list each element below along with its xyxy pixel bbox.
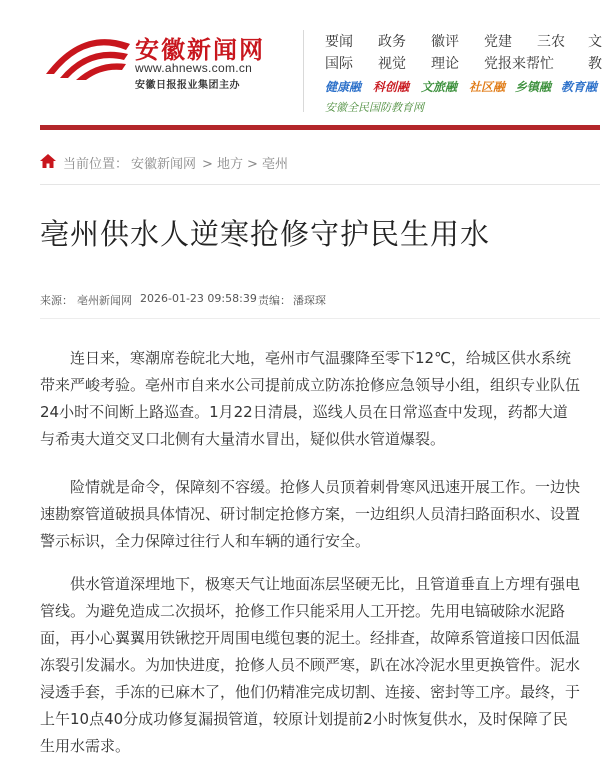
rong-education[interactable]: 教育融 (561, 80, 598, 94)
editor-value: 潘琛琛 (293, 294, 326, 307)
nav-item-guoji[interactable]: 国际 (325, 56, 353, 72)
paragraph-text: 供水管道深埋地下，极寒天气让地面冻层坚硬无比，且管道垂直上方埋有强电管线。为避免造成二次损坏，抢修工作只能采用人工开挖。先用电镐破除水泥路面，再小心翼翼用铁锹挖开周围电缆包裹的泥土。经排查，故障系管道接口因低温冻裂引发漏水。为加快进度，抢修人员不顾严寒，趴在冰冷泥水里更换管件。泥水浸透手套，手冻的已麻木了，他们仍精准完成切割、连接、密封等工序。最终，于上午10点40分成功修复漏损管道，较原计划提前2小时恢复供水，及时保障了民生用水需求。 (40, 575, 581, 755)
site-tagline: 安徽日报报业集团主办 (135, 80, 240, 91)
rong-culture[interactable]: 文旅融 (421, 80, 458, 94)
defense-edu-link[interactable]: 安徽全民国防教育网 (325, 101, 424, 114)
editor-label: 责编： (258, 294, 291, 307)
nav-item-dangbao[interactable]: 党报来帮忙 (484, 56, 554, 72)
site-url: www.ahnews.com.cn (135, 61, 253, 75)
rong-health[interactable]: 健康融 (325, 80, 362, 94)
nav-item-huiping[interactable]: 徽评 (431, 34, 459, 50)
rong-town[interactable]: 乡镇融 (515, 80, 552, 94)
source-label: 来源： (40, 294, 73, 307)
publish-datetime: 2026-01-23 09:58:39 (140, 292, 257, 305)
nav-item-lilun[interactable]: 理论 (431, 56, 459, 72)
source-value: 亳州新闻网 (77, 294, 132, 307)
nav-item-sannong[interactable]: 三农 (537, 34, 565, 50)
nav-item-shijue[interactable]: 视觉 (378, 56, 406, 72)
site-name[interactable]: 安徽新闻网 (135, 35, 265, 64)
header-divider (303, 30, 304, 112)
nav-item-wen[interactable]: 文 (588, 34, 602, 50)
breadcrumb-item-bozhou[interactable]: > 亳州 (247, 157, 289, 172)
paragraph-text: 险情就是命令，保障刻不容缓。抢修人员顶着刺骨寒风迅速开展工作。一边快速勘察管道破损具体情况、研讨制定抢修方案，一边组织人员清扫路面积水、设置警示标识，全力保障过往行人和车辆的通行安全。 (40, 478, 581, 550)
nav-item-dangjian[interactable]: 党建 (484, 34, 512, 50)
article-title: 亳州供水人逆寒抢修守护民生用水 (40, 217, 491, 251)
breadcrumb-prefix: 当前位置： (63, 157, 129, 172)
site-logo-icon[interactable] (42, 30, 132, 82)
rong-community[interactable]: 社区融 (469, 80, 506, 94)
rong-tech[interactable]: 科创融 (373, 80, 410, 94)
nav-item-jiao[interactable]: 教 (588, 56, 602, 72)
breadcrumb-divider (40, 184, 600, 185)
header-red-bar (40, 125, 600, 130)
nav-item-yaowen[interactable]: 要闻 (325, 34, 353, 50)
article-paragraph (40, 474, 580, 555)
site-header (0, 0, 600, 125)
meta-divider (40, 318, 600, 319)
article-paragraph (40, 345, 580, 453)
article-paragraph (40, 571, 580, 760)
nav-item-zhengwu[interactable]: 政务 (378, 34, 406, 50)
breadcrumb-item-home[interactable]: 安徽新闻网 (131, 157, 197, 172)
breadcrumb-item-local[interactable]: > 地方 (202, 157, 244, 172)
home-icon[interactable] (40, 154, 56, 168)
paragraph-text: 连日来，寒潮席卷皖北大地，亳州市气温骤降至零下12℃，给城区供水系统带来严峻考验。亳州市自来水公司提前成立防冻抢修应急领导小组，组织专业队伍24小时不间断上路巡查。1月22日清晨，巡线人员在日常巡查中发现，药都大道与希夷大道交叉口北侧有大量清水冒出，疑似供水管道爆裂。 (40, 349, 581, 448)
